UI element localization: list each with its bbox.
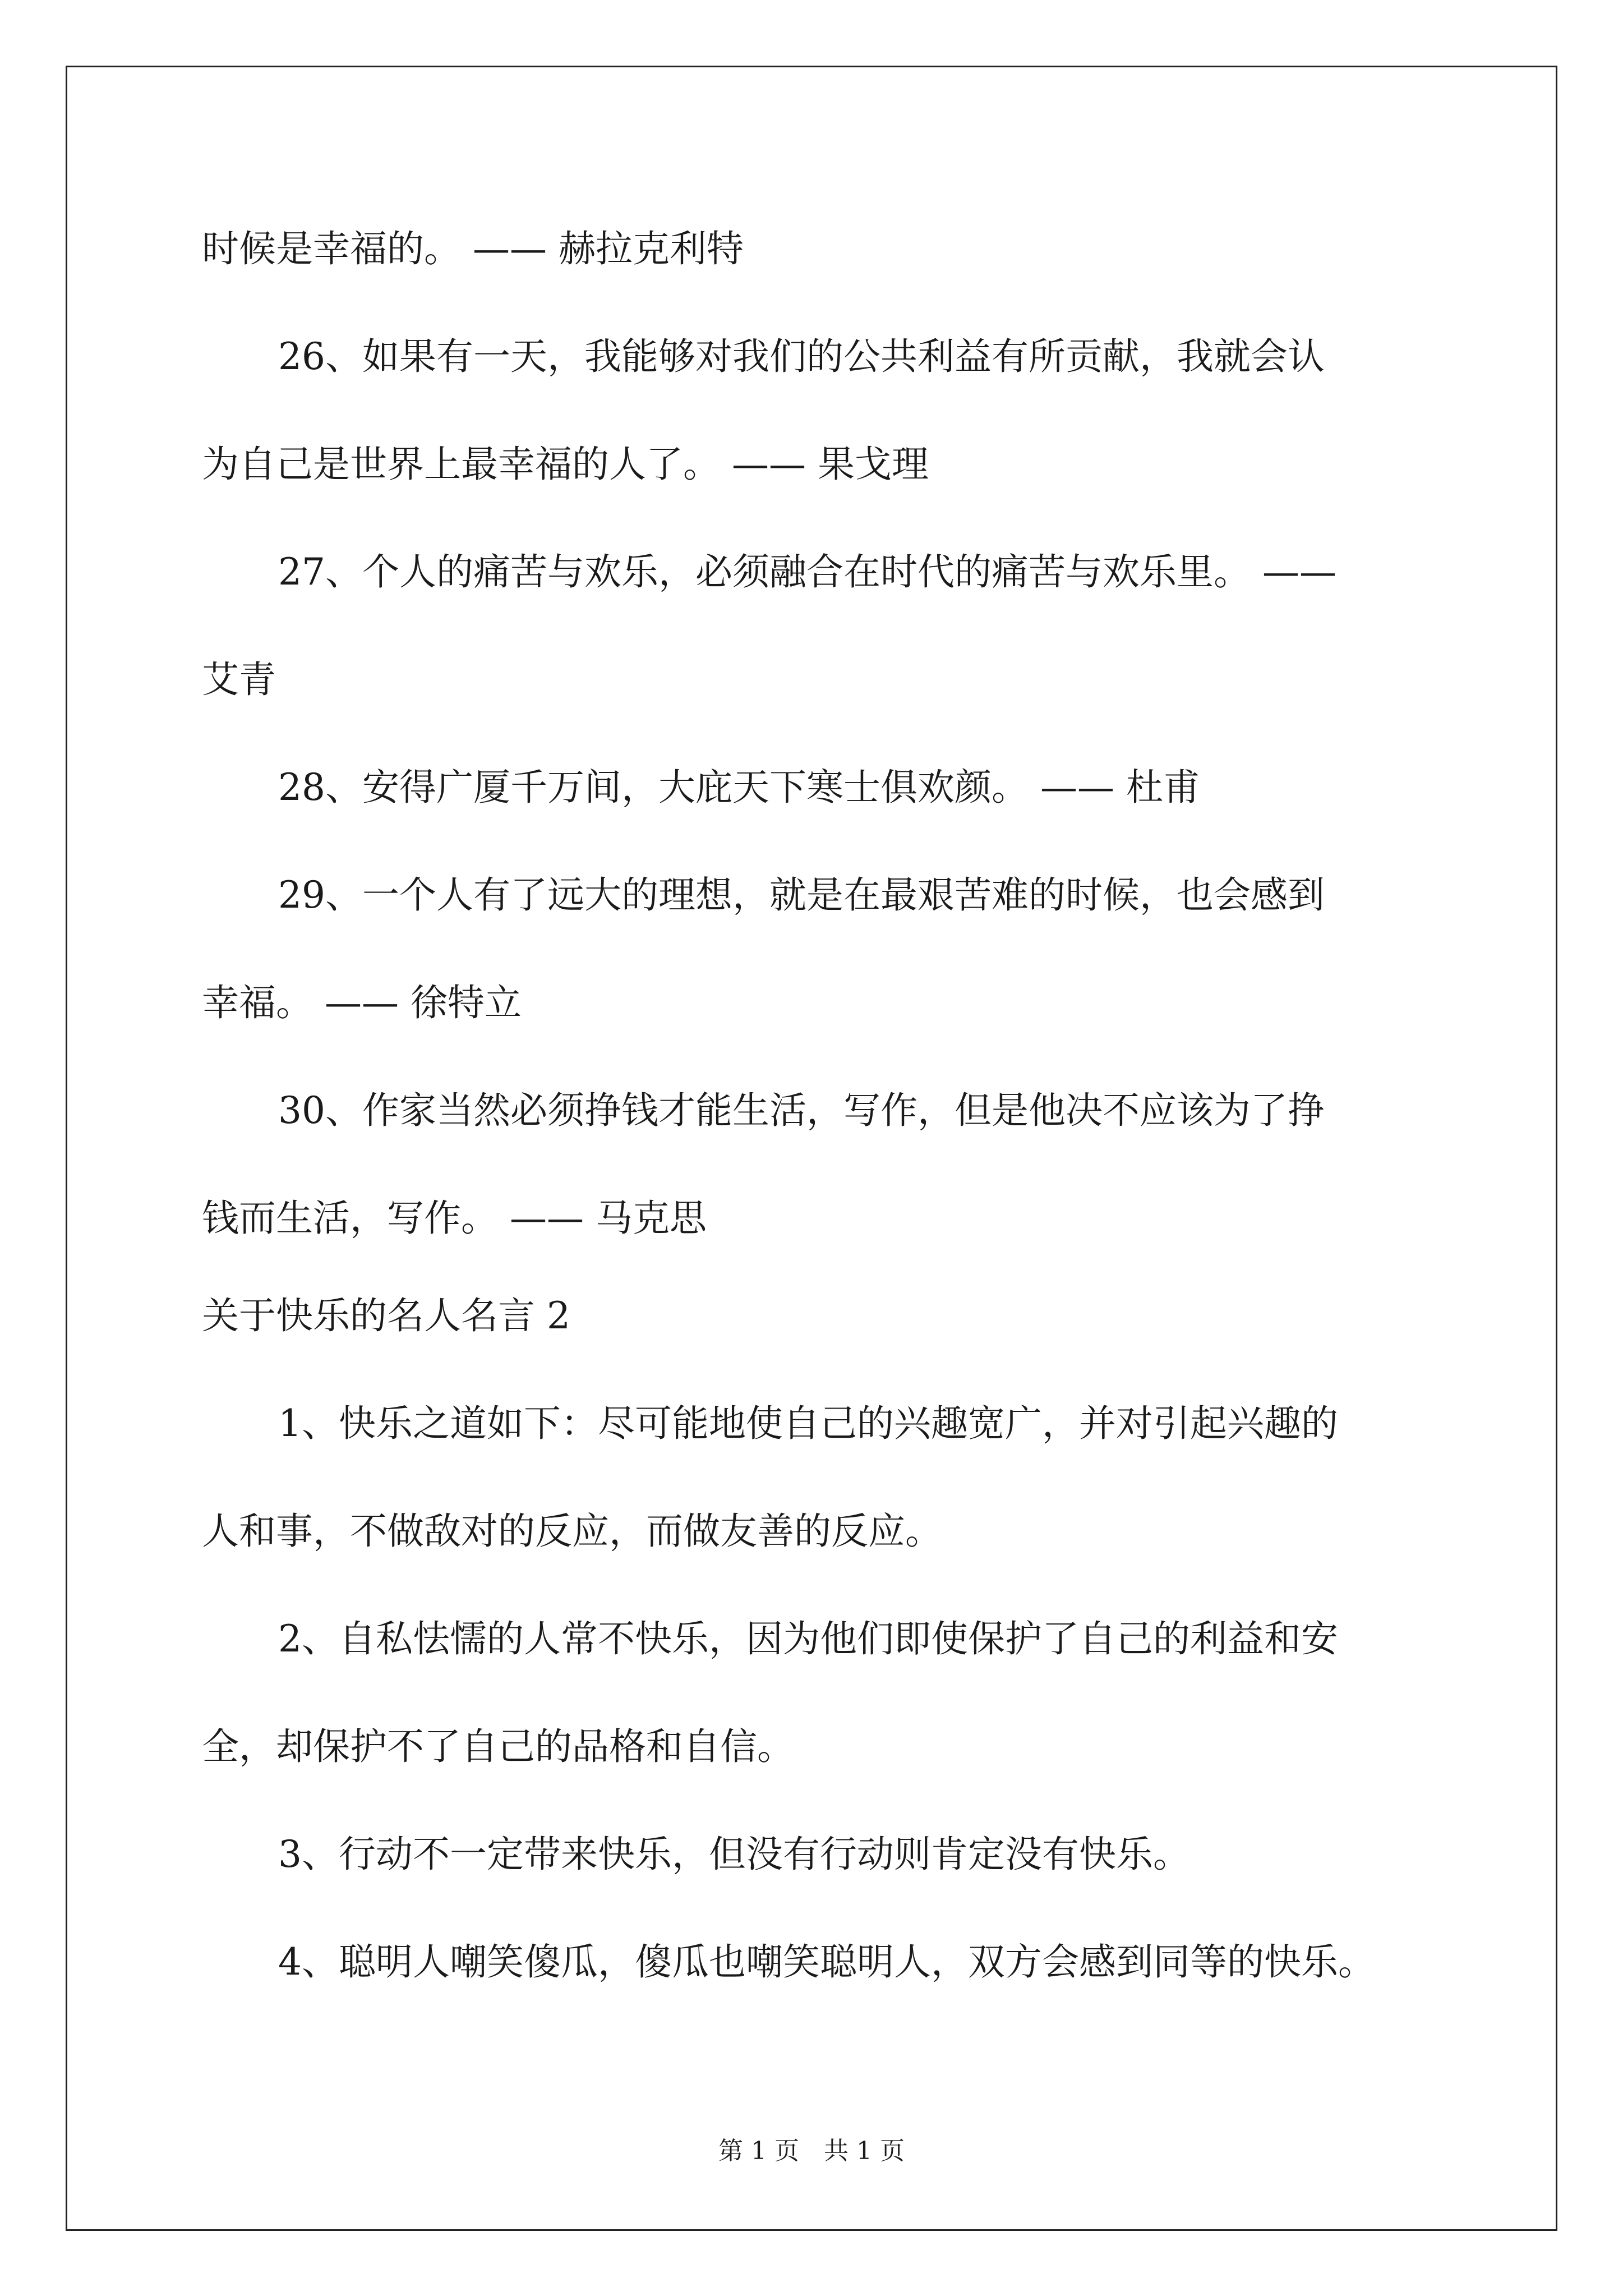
text-line: 2、自私怯懦的人常不快乐，因为他们即使保护了自己的利益和安 xyxy=(278,1617,1338,1660)
text-line: 3、行动不一定带来快乐，但没有行动则肯定没有快乐。 xyxy=(278,1833,1190,1876)
text-line: 为自己是世界上最幸福的人了。 —— 果戈理 xyxy=(202,443,929,486)
text-line: 1、快乐之道如下：尽可能地使自己的兴趣宽广，并对引起兴趣的 xyxy=(278,1402,1338,1445)
text-line: 幸福。 —— 徐特立 xyxy=(202,981,522,1024)
page-frame xyxy=(66,66,1557,2231)
text-line: 29、一个人有了远大的理想，就是在最艰苦难的时候，也会感到 xyxy=(278,873,1325,917)
text-line: 27、个人的痛苦与欢乐，必须融合在时代的痛苦与欢乐里。 —— xyxy=(278,550,1336,593)
text-line: 艾青 xyxy=(202,658,276,701)
text-line: 钱而生活，写作。 —— 马克思 xyxy=(202,1197,707,1240)
section-heading: 关于快乐的名人名言 2 xyxy=(202,1294,570,1337)
page-footer: 第 1 页 共 1 页 xyxy=(718,2137,905,2165)
text-line: 28、安得广厦千万间，大庇天下寒士俱欢颜。 —— 杜甫 xyxy=(278,766,1200,809)
text-line: 4、聪明人嘲笑傻瓜，傻瓜也嘲笑聪明人，双方会感到同等的快乐。 xyxy=(278,1940,1375,1984)
text-line: 26、如果有一天，我能够对我们的公共利益有所贡献，我就会认 xyxy=(278,335,1325,378)
text-line: 时候是幸福的。 —— 赫拉克利特 xyxy=(202,227,744,270)
text-line: 全，却保护不了自己的品格和自信。 xyxy=(202,1725,794,1768)
text-line: 人和事，不做敌对的反应，而做友善的反应。 xyxy=(202,1510,942,1553)
text-line: 30、作家当然必须挣钱才能生活，写作，但是他决不应该为了挣 xyxy=(278,1089,1325,1132)
